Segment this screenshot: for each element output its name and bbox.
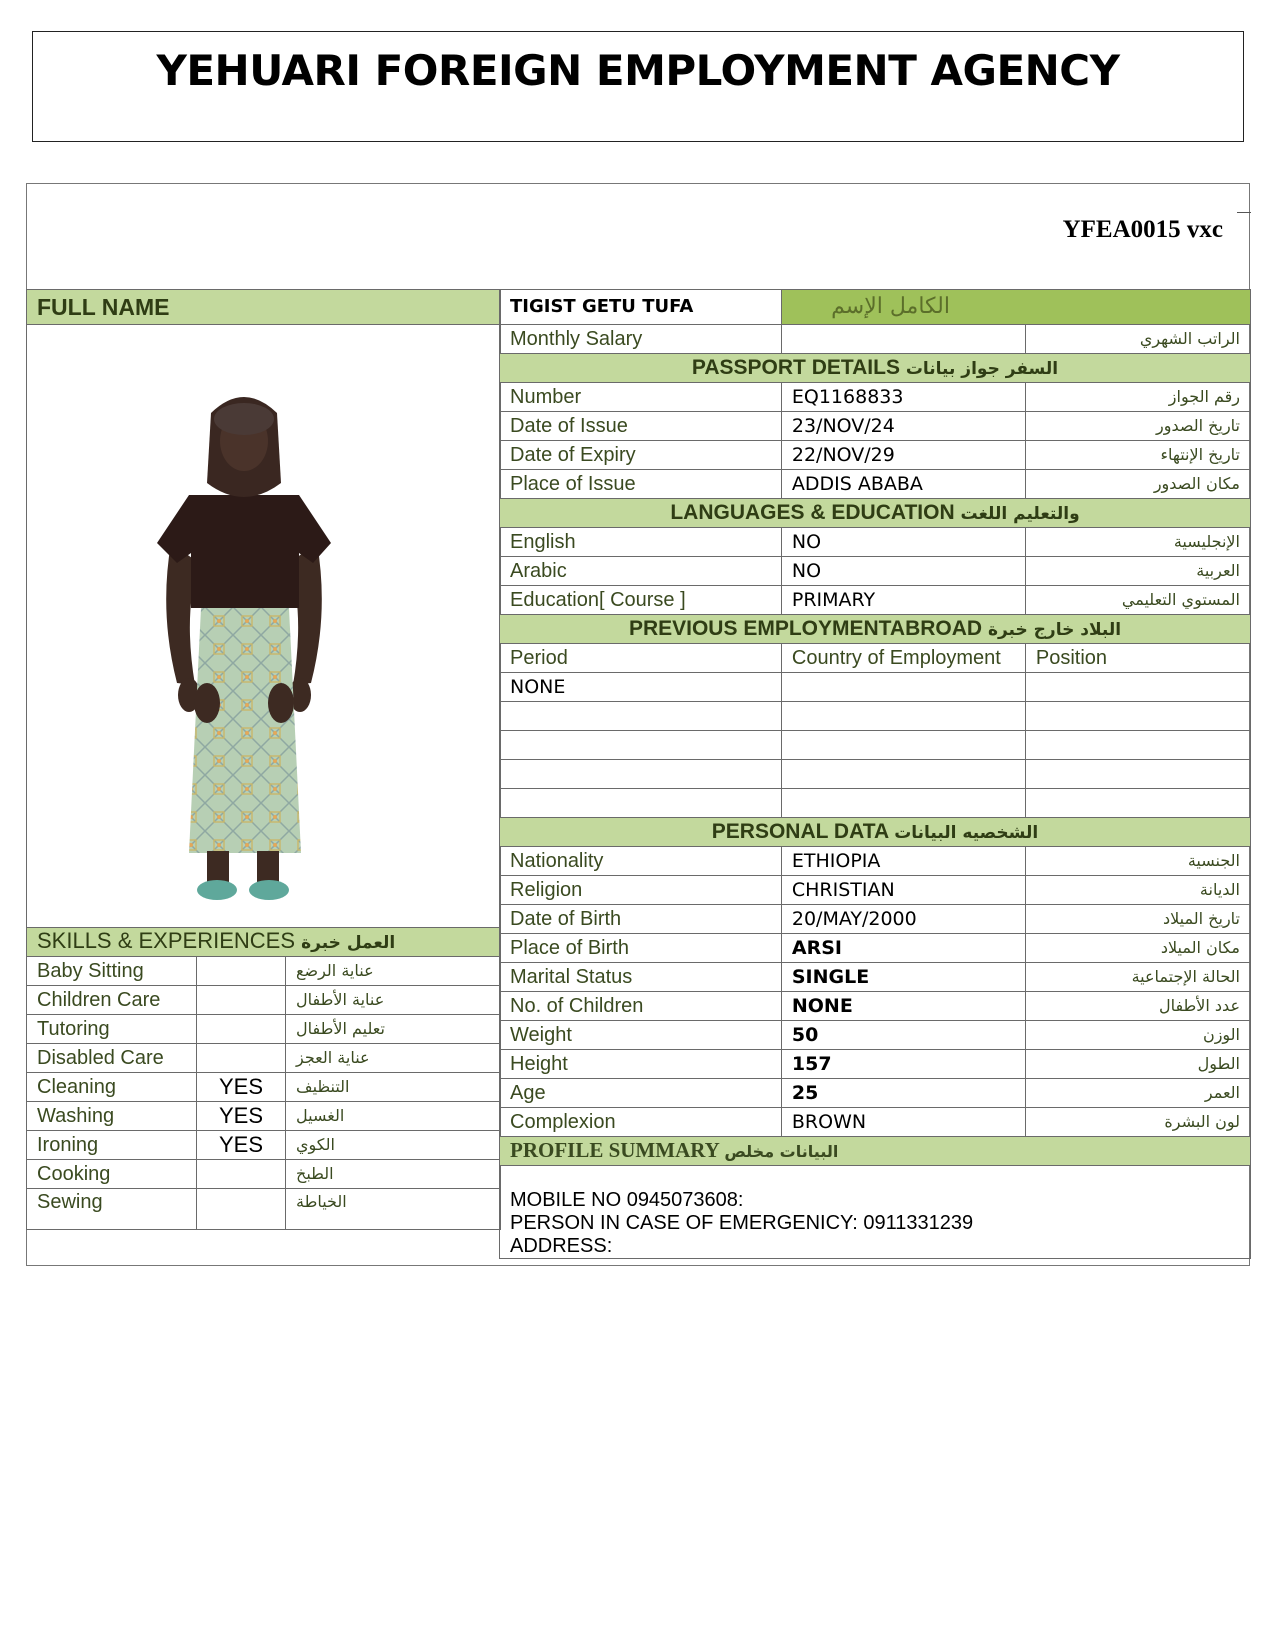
personal-label-ar: الوزن bbox=[1025, 1021, 1250, 1050]
language-value: PRIMARY bbox=[781, 586, 1025, 615]
skills-heading-ar: العمل خبرة bbox=[301, 933, 396, 953]
employment-country bbox=[781, 673, 1025, 702]
summary-mobile: MOBILE NO 0945073608: bbox=[510, 1189, 744, 1211]
personal-value: CHRISTIAN bbox=[781, 876, 1025, 905]
personal-row bbox=[500, 963, 1251, 992]
employment-period: NONE bbox=[500, 673, 782, 702]
profile-summary-heading bbox=[500, 1137, 1251, 1166]
personal-value: 25 bbox=[781, 1079, 1025, 1108]
monthly-salary-label-ar: الراتب الشهري bbox=[1025, 325, 1250, 354]
passport-label: Date of Issue bbox=[500, 412, 782, 441]
employment-country bbox=[781, 760, 1025, 789]
languages-heading-ar: والتعليم اللغت bbox=[960, 503, 1080, 524]
full-name-label-ar: الكامل الإسم bbox=[781, 290, 1250, 325]
left-panel bbox=[26, 289, 501, 1230]
skill-row bbox=[27, 1102, 501, 1131]
personal-label-ar: الجنسية bbox=[1025, 847, 1250, 876]
skill-label-ar: الغسيل bbox=[286, 1102, 501, 1131]
monthly-salary-value bbox=[781, 325, 1025, 354]
skill-value bbox=[197, 957, 286, 986]
skill-label-ar: الكوي bbox=[286, 1131, 501, 1160]
agency-title: YEHUARI FOREIGN EMPLOYMENT AGENCY bbox=[156, 46, 1120, 95]
skill-row bbox=[27, 957, 501, 986]
skill-row bbox=[27, 1073, 501, 1102]
employment-country bbox=[781, 702, 1025, 731]
skill-value bbox=[197, 986, 286, 1015]
personal-label-ar: تاريخ الميلاد bbox=[1025, 905, 1250, 934]
skill-label: Washing bbox=[27, 1102, 197, 1131]
language-label-ar: العربية bbox=[1025, 557, 1250, 586]
employment-row bbox=[500, 731, 1251, 760]
personal-row bbox=[500, 1021, 1251, 1050]
employment-rows bbox=[500, 673, 1251, 818]
employment-position bbox=[1025, 731, 1250, 760]
language-label: Arabic bbox=[500, 557, 782, 586]
personal-row bbox=[500, 876, 1251, 905]
right-panel bbox=[499, 289, 1251, 1259]
full-name-value: TIGIST GETU TUFA bbox=[500, 290, 782, 325]
personal-label-ar: العمر bbox=[1025, 1079, 1250, 1108]
employment-col-position: Position bbox=[1025, 644, 1250, 673]
passport-label: Date of Expiry bbox=[500, 441, 782, 470]
personal-label-ar: مكان الميلاد bbox=[1025, 934, 1250, 963]
employment-position bbox=[1025, 702, 1250, 731]
previous-employment-heading bbox=[500, 615, 1251, 644]
employment-row bbox=[500, 673, 1251, 702]
skill-label-ar: الطبخ bbox=[286, 1160, 501, 1189]
skill-value: YES bbox=[197, 1102, 286, 1131]
personal-value: ETHIOPIA bbox=[781, 847, 1025, 876]
personal-value: BROWN bbox=[781, 1108, 1025, 1137]
skill-value: YES bbox=[197, 1073, 286, 1102]
application-form bbox=[26, 183, 1250, 1266]
monthly-salary-label: Monthly Salary bbox=[500, 325, 782, 354]
employment-position bbox=[1025, 789, 1250, 818]
passport-details bbox=[500, 383, 1251, 499]
passport-row bbox=[500, 441, 1251, 470]
skills-heading bbox=[27, 928, 501, 957]
passport-value: EQ1168833 bbox=[781, 383, 1025, 412]
skill-value: YES bbox=[197, 1131, 286, 1160]
personal-heading bbox=[500, 818, 1251, 847]
personal-row bbox=[500, 847, 1251, 876]
employment-col-period: Period bbox=[500, 644, 782, 673]
employment-position bbox=[1025, 760, 1250, 789]
personal-row bbox=[500, 992, 1251, 1021]
skill-label: Tutoring bbox=[27, 1015, 197, 1044]
skills-list bbox=[27, 957, 501, 1230]
languages-heading bbox=[500, 499, 1251, 528]
agency-title-box bbox=[32, 31, 1244, 142]
reference-code: YFEA0015 vxc bbox=[1062, 216, 1223, 243]
skill-label: Disabled Care bbox=[27, 1044, 197, 1073]
passport-row bbox=[500, 383, 1251, 412]
personal-value: 20/MAY/2000 bbox=[781, 905, 1025, 934]
skills-heading-en: SKILLS & EXPERIENCES bbox=[37, 928, 295, 953]
skill-label: Cooking bbox=[27, 1160, 197, 1189]
personal-value: ARSI bbox=[781, 934, 1025, 963]
skill-label-ar: تعليم الأطفال bbox=[286, 1015, 501, 1044]
personal-row bbox=[500, 1108, 1251, 1137]
skill-label: Sewing bbox=[27, 1189, 197, 1230]
passport-label-ar: تاريخ الصدور bbox=[1025, 412, 1250, 441]
passport-label-ar: تاريخ الإنتهاء bbox=[1025, 441, 1250, 470]
employment-country bbox=[781, 731, 1025, 760]
personal-value: NONE bbox=[781, 992, 1025, 1021]
languages-details bbox=[500, 528, 1251, 615]
skill-label: Cleaning bbox=[27, 1073, 197, 1102]
personal-label: No. of Children bbox=[500, 992, 782, 1021]
corner-mark bbox=[1237, 212, 1251, 213]
previous-employment-heading-ar: البلاد خارج خبرة bbox=[987, 619, 1122, 640]
personal-value: 157 bbox=[781, 1050, 1025, 1079]
employment-row bbox=[500, 760, 1251, 789]
summary-address: ADDRESS: bbox=[510, 1235, 613, 1257]
passport-heading-ar: السفر جواز بيانات bbox=[905, 358, 1059, 379]
skill-label-ar: الخياطة bbox=[286, 1189, 501, 1230]
language-row bbox=[500, 557, 1251, 586]
personal-label: Complexion bbox=[500, 1108, 782, 1137]
passport-label-ar: مكان الصدور bbox=[1025, 470, 1250, 499]
personal-value: SINGLE bbox=[781, 963, 1025, 992]
personal-label: Weight bbox=[500, 1021, 782, 1050]
employment-col-country: Country of Employment bbox=[781, 644, 1025, 673]
skill-label-ar: التنظيف bbox=[286, 1073, 501, 1102]
profile-summary-heading-en: PROFILE SUMMARY bbox=[510, 1138, 720, 1162]
passport-label: Place of Issue bbox=[500, 470, 782, 499]
candidate-photo-cell bbox=[27, 325, 501, 928]
personal-row bbox=[500, 905, 1251, 934]
skill-label: Children Care bbox=[27, 986, 197, 1015]
profile-summary-heading-ar: البيانات مخلص bbox=[724, 1142, 839, 1161]
candidate-photo bbox=[149, 383, 339, 908]
skill-row bbox=[27, 986, 501, 1015]
summary-emergency-contact: PERSON IN CASE OF EMERGENICY: 0911331239 bbox=[510, 1212, 974, 1234]
language-label: Education[ Course ] bbox=[500, 586, 782, 615]
employment-position bbox=[1025, 673, 1250, 702]
skill-row bbox=[27, 1131, 501, 1160]
personal-label: Age bbox=[500, 1079, 782, 1108]
skill-label-ar: عناية الأطفال bbox=[286, 986, 501, 1015]
personal-label-ar: لون البشرة bbox=[1025, 1108, 1250, 1137]
language-row bbox=[500, 528, 1251, 557]
employment-period bbox=[500, 731, 782, 760]
personal-label: Date of Birth bbox=[500, 905, 782, 934]
language-row bbox=[500, 586, 1251, 615]
language-value: NO bbox=[781, 557, 1025, 586]
passport-label-ar: رقم الجواز bbox=[1025, 383, 1250, 412]
skill-row bbox=[27, 1044, 501, 1073]
personal-heading-en: PERSONAL DATA bbox=[711, 819, 889, 843]
skill-value bbox=[197, 1160, 286, 1189]
passport-heading-en: PASSPORT DETAILS bbox=[691, 355, 900, 379]
passport-value: 22/NOV/29 bbox=[781, 441, 1025, 470]
personal-row bbox=[500, 1079, 1251, 1108]
personal-row bbox=[500, 1050, 1251, 1079]
passport-label: Number bbox=[500, 383, 782, 412]
personal-heading-ar: الشخصيه البيانات bbox=[894, 822, 1039, 843]
passport-heading bbox=[500, 354, 1251, 383]
personal-label-ar: الديانة bbox=[1025, 876, 1250, 905]
personal-label: Marital Status bbox=[500, 963, 782, 992]
passport-row bbox=[500, 412, 1251, 441]
language-label-ar: المستوي التعليمي bbox=[1025, 586, 1250, 615]
personal-label: Nationality bbox=[500, 847, 782, 876]
skill-value bbox=[197, 1015, 286, 1044]
skill-label-ar: عناية العجز bbox=[286, 1044, 501, 1073]
employment-row bbox=[500, 702, 1251, 731]
languages-heading-en: LANGUAGES & EDUCATION bbox=[670, 500, 955, 524]
skill-value bbox=[197, 1044, 286, 1073]
personal-value: 50 bbox=[781, 1021, 1025, 1050]
skill-label-ar: عناية الرضع bbox=[286, 957, 501, 986]
skill-label: Baby Sitting bbox=[27, 957, 197, 986]
skill-label: Ironing bbox=[27, 1131, 197, 1160]
employment-row bbox=[500, 789, 1251, 818]
passport-value: ADDIS ABABA bbox=[781, 470, 1025, 499]
personal-label-ar: الحالة الإجتماعية bbox=[1025, 963, 1250, 992]
skill-row bbox=[27, 1015, 501, 1044]
language-label-ar: الإنجليسية bbox=[1025, 528, 1250, 557]
passport-row bbox=[500, 470, 1251, 499]
personal-label-ar: عدد الأطفال bbox=[1025, 992, 1250, 1021]
personal-label: Place of Birth bbox=[500, 934, 782, 963]
personal-label: Height bbox=[500, 1050, 782, 1079]
employment-period bbox=[500, 760, 782, 789]
personal-details bbox=[500, 847, 1251, 1137]
language-label: English bbox=[500, 528, 782, 557]
employment-period bbox=[500, 702, 782, 731]
previous-employment-heading-en: PREVIOUS EMPLOYMENTABROAD bbox=[628, 616, 983, 640]
language-value: NO bbox=[781, 528, 1025, 557]
skill-row bbox=[27, 1189, 501, 1230]
personal-row bbox=[500, 934, 1251, 963]
personal-label: Religion bbox=[500, 876, 782, 905]
skill-value bbox=[197, 1189, 286, 1230]
employment-country bbox=[781, 789, 1025, 818]
personal-label-ar: الطول bbox=[1025, 1050, 1250, 1079]
skill-row bbox=[27, 1160, 501, 1189]
employment-period bbox=[500, 789, 782, 818]
full-name-label: FULL NAME bbox=[27, 290, 501, 325]
passport-value: 23/NOV/24 bbox=[781, 412, 1025, 441]
profile-summary-body bbox=[500, 1166, 1251, 1259]
